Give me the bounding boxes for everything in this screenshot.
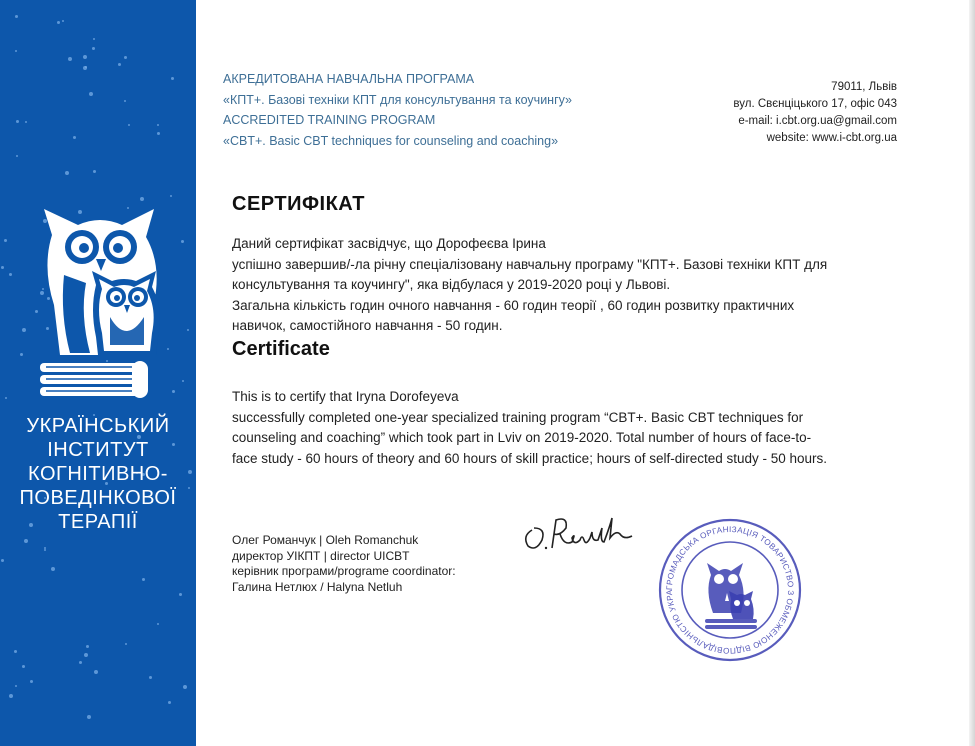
decorative-dot <box>140 197 144 201</box>
decorative-dot <box>73 136 76 139</box>
signature-icon <box>520 508 640 563</box>
decorative-dot <box>149 676 152 679</box>
institute-name <box>0 414 196 534</box>
decorative-dot <box>9 694 13 698</box>
decorative-dot <box>68 57 72 61</box>
decorative-dot <box>1 559 4 562</box>
decorative-dot <box>93 170 96 173</box>
institute-name-line: ТЕРАПІЇ <box>58 511 138 533</box>
page-edge-shadow <box>969 0 975 746</box>
decorative-dot <box>157 124 159 126</box>
decorative-dot <box>15 50 17 52</box>
decorative-dot <box>65 171 69 175</box>
address-street: вул. Свєнціцького 17, офіс 043 <box>733 98 897 110</box>
certificate-title-uk: СЕРТИФІКАТ <box>232 193 365 215</box>
decorative-dot <box>157 132 160 135</box>
address-email: e-mail: i.cbt.org.ua@gmail.com <box>738 115 897 127</box>
decorative-dot <box>22 328 26 332</box>
decorative-dot <box>22 665 25 668</box>
certificate-text-line: counseling and coaching” which took part in Lviv on 2019-2020. Total number of hours of face-to- <box>232 430 812 445</box>
decorative-dot <box>5 397 7 399</box>
decorative-dot <box>9 273 12 276</box>
owl-logo-icon <box>40 205 170 405</box>
decorative-dot <box>4 239 7 242</box>
director-name: Олег Романчук | Oleh Romanchuk <box>232 533 419 547</box>
decorative-dot <box>168 701 171 704</box>
decorative-dot <box>187 329 189 331</box>
director-title: директор УІКПТ | director UICBT <box>232 548 410 563</box>
decorative-dot <box>118 63 121 66</box>
certificate-text-line: successfully completed one-year specialized training program “CBT+. Basic CBT techniques for <box>232 409 804 425</box>
institute-sidebar <box>0 0 196 746</box>
stamp-ring-text: ГРОМАДСЬКА ОРГАНІЗАЦІЯ ТОВАРИСТВО З ОБМЕЖЕНОЮ ВІДПОВІДАЛЬНІСТЮ УКРА <box>664 524 796 656</box>
decorative-dot <box>181 240 184 243</box>
decorative-dot <box>57 21 60 24</box>
decorative-dot <box>86 645 89 648</box>
signers-block <box>232 533 456 595</box>
decorative-dot <box>124 56 127 59</box>
certificate-body-uk <box>232 234 922 337</box>
certificate-text-line: Загальна кількість годин очного навчання - 60 годин теорії , 60 годин розвитку практичних <box>232 297 795 313</box>
decorative-dot <box>87 715 91 719</box>
institute-name-line: ПОВЕДІНКОВОЇ <box>19 487 177 509</box>
decorative-dot <box>94 670 98 674</box>
decorative-dot <box>157 623 159 625</box>
decorative-dot <box>20 353 23 356</box>
certificate-text-line: консультування та коучингу", яка відбулася у 2019-2020 році у Львові. <box>232 277 671 292</box>
decorative-dot <box>142 578 145 581</box>
certificate-body-en <box>232 387 922 469</box>
certificate-text-line: Даний сертифікат засвідчує, що Дорофеєва Ірина <box>232 236 546 251</box>
decorative-dot <box>171 77 174 80</box>
decorative-dot <box>1 266 4 269</box>
decorative-dot <box>92 47 95 50</box>
address-website: website: www.i-cbt.org.ua <box>766 132 897 144</box>
institute-name-line: КОГНІТИВНО- <box>28 463 168 485</box>
stamp-seal-icon <box>655 515 805 670</box>
program-accreditation-en: ACCREDITED TRAINING PROGRAM <box>223 113 436 127</box>
decorative-dot <box>16 155 18 157</box>
coordinator-title: керівник програми/programe coordinator: <box>232 564 456 578</box>
decorative-dot <box>44 547 46 549</box>
program-title-uk: «КПТ+. Базові техніки КПТ для консультування та коучингу» <box>223 92 572 107</box>
decorative-dot <box>182 380 184 382</box>
decorative-dot <box>128 124 130 126</box>
decorative-dot <box>125 643 127 645</box>
decorative-dot <box>83 66 87 70</box>
decorative-dot <box>15 15 18 18</box>
certificate-text-line: face study - 60 hours of theory and 60 hours of skill practice; hours of self-directed study - 50 hours. <box>232 450 828 466</box>
decorative-dot <box>35 310 38 313</box>
coordinator-name: Галина Нетлюх / Halyna Netluh <box>232 579 403 594</box>
decorative-dot <box>172 390 175 393</box>
decorative-dot <box>30 680 33 683</box>
decorative-dot <box>179 593 182 596</box>
program-accreditation-uk: АКРЕДИТОВАНА НАВЧАЛЬНА ПРОГРАМА <box>223 72 475 86</box>
decorative-dot <box>183 685 187 689</box>
address-city: 79011, Львів <box>831 81 897 93</box>
certificate-title-en: Certificate <box>232 338 330 360</box>
program-title-en: «CBT+. Basic CBT techniques for counseling and coaching» <box>223 133 559 148</box>
decorative-dot <box>83 55 87 59</box>
certificate-text-line: успішно завершив/-ла річну спеціалізовану навчальну програму "КПТ+. Базові техніки КПТ для <box>232 256 828 272</box>
certificate-text-line: This is to certify that Iryna Dorofeyeva <box>232 389 459 404</box>
certificate-text-line: навичок, самостійного навчання - 50 годин. <box>232 318 503 333</box>
decorative-dot <box>44 549 46 551</box>
program-header <box>223 69 572 151</box>
decorative-dot <box>79 661 82 664</box>
decorative-dot <box>84 653 88 657</box>
decorative-dot <box>89 92 93 96</box>
decorative-dot <box>15 685 17 687</box>
decorative-dot <box>24 539 28 543</box>
decorative-dot <box>170 195 172 197</box>
institute-name-line: УКРАЇНСЬКИЙ <box>26 415 170 437</box>
decorative-dot <box>124 100 126 102</box>
decorative-dot <box>51 567 55 571</box>
decorative-dot <box>16 120 19 123</box>
contact-address <box>733 79 897 147</box>
decorative-dot <box>62 20 64 22</box>
decorative-dot <box>25 121 27 123</box>
decorative-dot <box>93 38 95 40</box>
institute-name-line: ІНСТИТУТ <box>47 439 149 461</box>
decorative-dot <box>14 650 17 653</box>
